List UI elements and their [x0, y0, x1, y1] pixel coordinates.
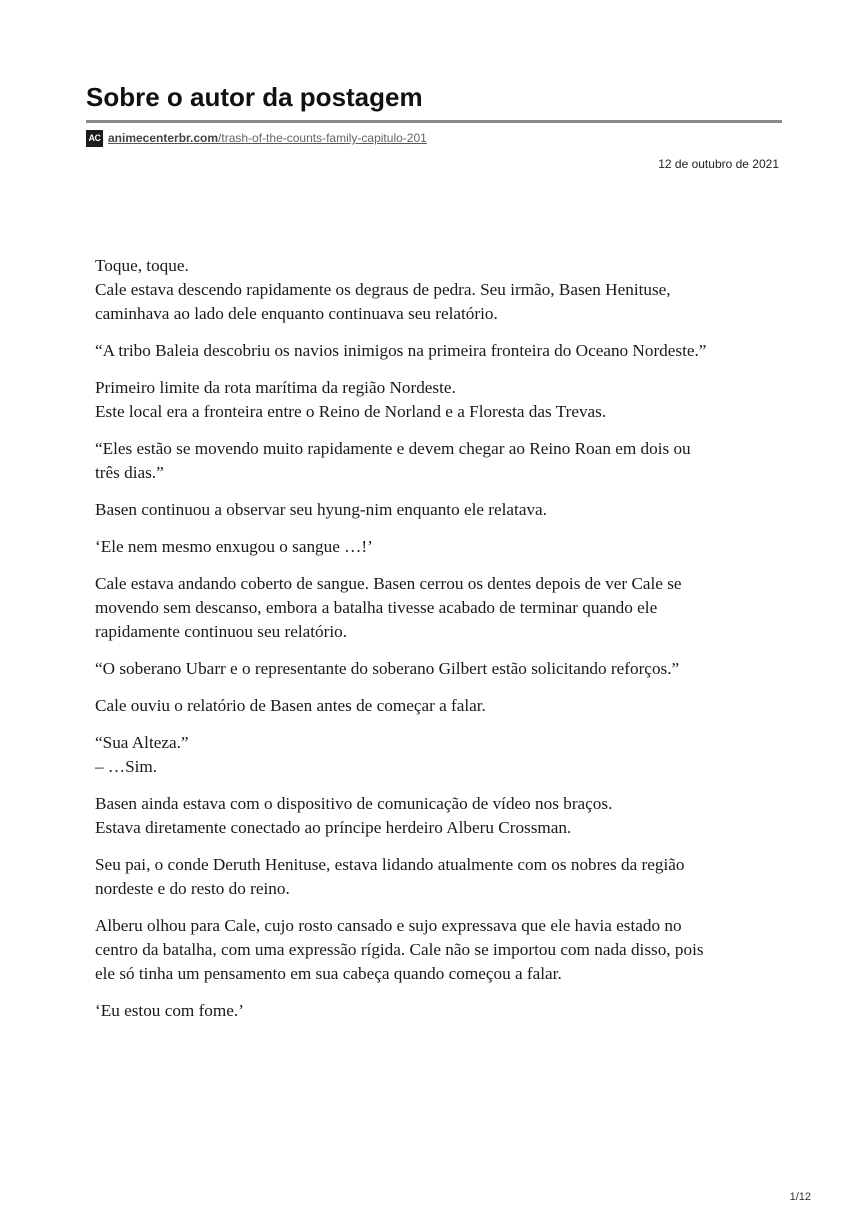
source-link[interactable] [108, 131, 427, 145]
article-paragraph [95, 535, 795, 559]
paragraph-line: “O soberano Ubarr e o representante do soberano Gilbert estão solicitando reforços.” [95, 659, 680, 678]
paragraph-line: ‘Eu estou com fome.’ [95, 1001, 244, 1020]
title-divider [86, 120, 782, 123]
article-paragraph [95, 376, 795, 424]
paragraph-line: Basen continuou a observar seu hyung-nim enquanto ele relatava. [95, 500, 547, 519]
paragraph-line: “Sua Alteza.” [95, 733, 189, 752]
paragraph-line: “A tribo Baleia descobriu os navios inimigos na primeira fronteira do Oceano Nordeste.” [95, 341, 707, 360]
paragraph-line: Estava diretamente conectado ao príncipe herdeiro Alberu Crossman. [95, 818, 572, 837]
article-paragraph [95, 914, 795, 986]
paragraph-line: Cale estava andando coberto de sangue. Basen cerrou os dentes depois de ver Cale se [95, 574, 682, 593]
article-paragraph [95, 339, 795, 363]
paragraph-line: Basen ainda estava com o dispositivo de comunicação de vídeo nos braços. [95, 794, 613, 813]
paragraph-line: Primeiro limite da rota marítima da região Nordeste. [95, 378, 456, 397]
paragraph-line: centro da batalha, com uma expressão rígida. Cale não se importou com nada disso, pois [95, 940, 704, 959]
source-row [86, 129, 427, 147]
paragraph-line: Seu pai, o conde Deruth Henituse, estava lidando atualmente com os nobres da região [95, 855, 685, 874]
paragraph-line: três dias.” [95, 463, 164, 482]
site-logo-icon: AC [86, 130, 103, 147]
paragraph-line: “Eles estão se movendo muito rapidamente e devem chegar ao Reino Roan em dois ou [95, 439, 691, 458]
paragraph-line: Toque, toque. [95, 256, 189, 275]
page-title: Sobre o autor da postagem [86, 82, 423, 112]
paragraph-line: Cale estava descendo rapidamente os degraus de pedra. Seu irmão, Basen Henituse, [95, 280, 671, 299]
article-paragraph [95, 657, 795, 681]
post-date: 12 de outubro de 2021 [658, 157, 779, 171]
paragraph-line: Este local era a fronteira entre o Reino de Norland e a Floresta das Trevas. [95, 402, 607, 421]
article-paragraph [95, 999, 795, 1023]
article-paragraph [95, 572, 795, 644]
article-body [95, 254, 795, 1036]
article-paragraph [95, 254, 795, 326]
article-paragraph [95, 437, 795, 485]
paragraph-line: – …Sim. [95, 757, 158, 776]
paragraph-line: Cale ouviu o relatório de Basen antes de começar a falar. [95, 696, 486, 715]
paragraph-line: nordeste e do resto do reino. [95, 879, 290, 898]
article-paragraph [95, 792, 795, 840]
paragraph-line: movendo sem descanso, embora a batalha tivesse acabado de terminar quando ele [95, 598, 658, 617]
source-domain: animecenterbr.com [108, 131, 219, 145]
article-paragraph [95, 731, 795, 779]
paragraph-line: Alberu olhou para Cale, cujo rosto cansado e sujo expressava que ele havia estado no [95, 916, 682, 935]
source-path: /trash-of-the-counts-family-capitulo-201 [218, 131, 427, 145]
paragraph-line: ‘Ele nem mesmo enxugou o sangue …!’ [95, 537, 373, 556]
article-paragraph [95, 498, 795, 522]
article-paragraph [95, 853, 795, 901]
paragraph-line: ele só tinha um pensamento em sua cabeça quando começou a falar. [95, 964, 562, 983]
article-paragraph [95, 694, 795, 718]
paragraph-line: rapidamente continuou seu relatório. [95, 622, 347, 641]
paragraph-line: caminhava ao lado dele enquanto continuava seu relatório. [95, 304, 498, 323]
page-number: 1/12 [789, 1191, 811, 1203]
